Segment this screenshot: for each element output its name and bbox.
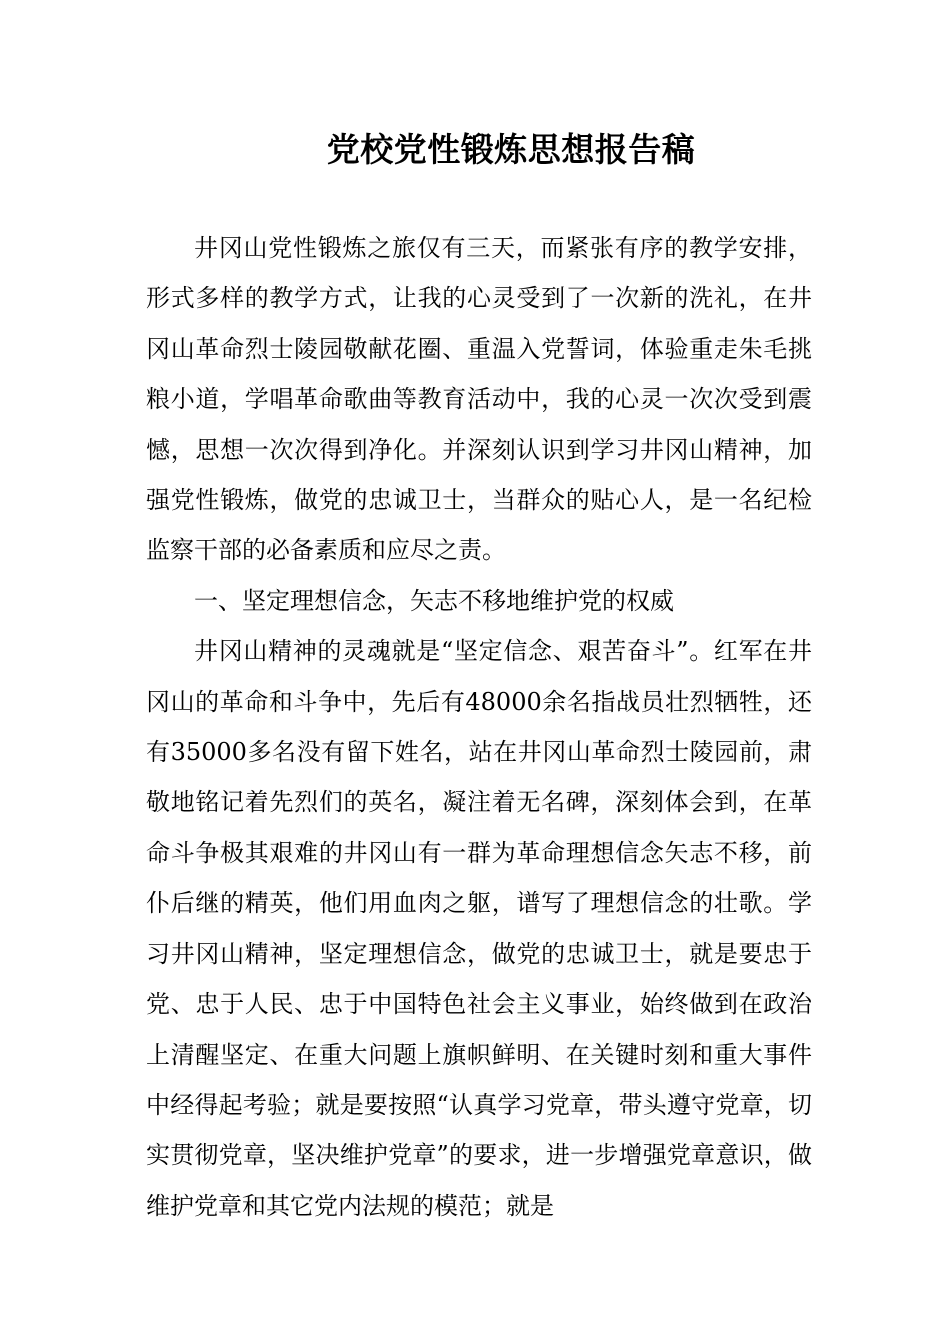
document-title: 党校党性锻炼思想报告稿: [326, 130, 696, 169]
paragraph: 井冈山党性锻炼之旅仅有三天，而紧张有序的教学安排，形式多样的教学方式，让我的心灵受到了一次新的洗礼，在井冈山革命烈士陵园敬献花圈、重温入党誓词，体验重走朱毛挑粮小道，学唱革命歌曲等教育活动中，我的心灵一次次受到震憾，思想一次次得到净化。并深刻认识到学习井冈山精神，加强党性锻炼，做党的忠诚卫士，当群众的贴心人，是一名纪检监察干部的必备素质和应尽之责。: [146, 234, 812, 565]
document-body: [146, 223, 812, 1231]
section-heading: 一、坚定理想信念，矢志不移地维护党的权威: [194, 586, 674, 615]
paragraph: 井冈山精神的灵魂就是“坚定信念、艰苦奋斗”。红军在井冈山的革命和斗争中，先后有48000余名指战员壮烈牺牲，还有35000多名没有留下姓名，站在井冈山革命烈士陵园前，肃敬地铭记着先烈们的英名，凝注着无名碑，深刻体会到，在革命斗争极其艰难的井冈山有一群为革命理想信念矢志不移，前仆后继的精英，他们用血肉之躯，谱写了理想信念的壮歌。学习井冈山精神，坚定理想信念，做党的忠诚卫士，就是要忠于党、忠于人民、忠于中国特色社会主义事业，始终做到在政治上清醒坚定、在重大问题上旗帜鲜明、在关键时刻和重大事件中经得起考验；就是要按照“认真学习党章，带头遵守党章，切实贯彻党章，坚决维护党章”的要求，进一步增强党章意识，做维护党章和其它党内法规的模范；就是: [146, 637, 812, 1220]
